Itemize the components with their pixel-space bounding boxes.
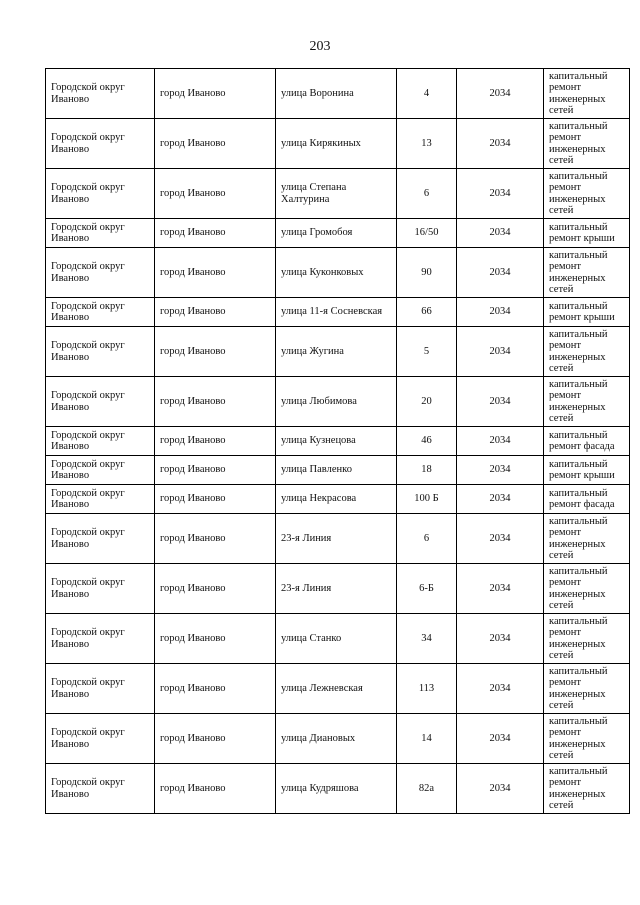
year-cell: 2034 (457, 169, 544, 219)
street-cell: 23-я Линия (276, 564, 397, 614)
street-cell: улица Диановых (276, 714, 397, 764)
page-number: 203 (309, 39, 331, 54)
municipality-cell: Городской округ Иваново (46, 427, 155, 456)
house-number-cell: 66 (397, 298, 457, 327)
year-cell: 2034 (457, 427, 544, 456)
repair-schedule-table (45, 68, 630, 814)
street-cell: улица Кузнецова (276, 427, 397, 456)
city-cell: город Иваново (155, 377, 276, 427)
table-row (46, 219, 630, 248)
city-cell: город Иваново (155, 664, 276, 714)
table-row (46, 248, 630, 298)
year-cell: 2034 (457, 664, 544, 714)
table-row (46, 614, 630, 664)
street-cell: улица Степана Халтурина (276, 169, 397, 219)
table-row (46, 664, 630, 714)
table-row (46, 564, 630, 614)
table-row (46, 327, 630, 377)
street-cell: улица Павленко (276, 456, 397, 485)
year-cell: 2034 (457, 564, 544, 614)
year-cell: 2034 (457, 69, 544, 119)
year-cell: 2034 (457, 714, 544, 764)
year-cell: 2034 (457, 219, 544, 248)
house-number-cell: 46 (397, 427, 457, 456)
work-type-cell: капитальный ремонт инженерных сетей (544, 119, 630, 169)
municipality-cell: Городской округ Иваново (46, 377, 155, 427)
table-body (46, 69, 630, 814)
city-cell: город Иваново (155, 714, 276, 764)
street-cell: улица 11-я Сосневская (276, 298, 397, 327)
city-cell: город Иваново (155, 427, 276, 456)
work-type-cell: капитальный ремонт инженерных сетей (544, 714, 630, 764)
municipality-cell: Городской округ Иваново (46, 169, 155, 219)
house-number-cell: 34 (397, 614, 457, 664)
street-cell: улица Некрасова (276, 485, 397, 514)
work-type-cell: капитальный ремонт фасада (544, 427, 630, 456)
city-cell: город Иваново (155, 327, 276, 377)
work-type-cell: капитальный ремонт инженерных сетей (544, 564, 630, 614)
house-number-cell: 5 (397, 327, 457, 377)
city-cell: город Иваново (155, 485, 276, 514)
house-number-cell: 113 (397, 664, 457, 714)
street-cell: улица Куконковых (276, 248, 397, 298)
year-cell: 2034 (457, 248, 544, 298)
year-cell: 2034 (457, 327, 544, 377)
city-cell: город Иваново (155, 764, 276, 814)
work-type-cell: капитальный ремонт инженерных сетей (544, 764, 630, 814)
year-cell: 2034 (457, 485, 544, 514)
table-row (46, 169, 630, 219)
table-row (46, 69, 630, 119)
table-row (46, 119, 630, 169)
street-cell: улица Жугина (276, 327, 397, 377)
house-number-cell: 6 (397, 514, 457, 564)
municipality-cell: Городской округ Иваново (46, 514, 155, 564)
work-type-cell: капитальный ремонт инженерных сетей (544, 614, 630, 664)
year-cell: 2034 (457, 298, 544, 327)
work-type-cell: капитальный ремонт инженерных сетей (544, 327, 630, 377)
work-type-cell: капитальный ремонт крыши (544, 219, 630, 248)
city-cell: город Иваново (155, 298, 276, 327)
table-row (46, 514, 630, 564)
municipality-cell: Городской округ Иваново (46, 564, 155, 614)
work-type-cell: капитальный ремонт крыши (544, 456, 630, 485)
municipality-cell: Городской округ Иваново (46, 456, 155, 485)
work-type-cell: капитальный ремонт фасада (544, 485, 630, 514)
work-type-cell: капитальный ремонт инженерных сетей (544, 169, 630, 219)
street-cell: улица Любимова (276, 377, 397, 427)
house-number-cell: 20 (397, 377, 457, 427)
house-number-cell: 18 (397, 456, 457, 485)
street-cell: улица Станко (276, 614, 397, 664)
municipality-cell: Городской округ Иваново (46, 69, 155, 119)
municipality-cell: Городской округ Иваново (46, 219, 155, 248)
house-number-cell: 13 (397, 119, 457, 169)
municipality-cell: Городской округ Иваново (46, 664, 155, 714)
street-cell: улица Кудряшова (276, 764, 397, 814)
table-row (46, 485, 630, 514)
city-cell: город Иваново (155, 69, 276, 119)
street-cell: 23-я Линия (276, 514, 397, 564)
year-cell: 2034 (457, 514, 544, 564)
work-type-cell: капитальный ремонт крыши (544, 298, 630, 327)
house-number-cell: 16/50 (397, 219, 457, 248)
street-cell: улица Громобоя (276, 219, 397, 248)
municipality-cell: Городской округ Иваново (46, 714, 155, 764)
house-number-cell: 90 (397, 248, 457, 298)
table-row (46, 377, 630, 427)
city-cell: город Иваново (155, 564, 276, 614)
municipality-cell: Городской округ Иваново (46, 485, 155, 514)
house-number-cell: 4 (397, 69, 457, 119)
municipality-cell: Городской округ Иваново (46, 764, 155, 814)
year-cell: 2034 (457, 377, 544, 427)
year-cell: 2034 (457, 764, 544, 814)
city-cell: город Иваново (155, 248, 276, 298)
city-cell: город Иваново (155, 119, 276, 169)
city-cell: город Иваново (155, 219, 276, 248)
municipality-cell: Городской округ Иваново (46, 327, 155, 377)
municipality-cell: Городской округ Иваново (46, 248, 155, 298)
work-type-cell: капитальный ремонт инженерных сетей (544, 664, 630, 714)
city-cell: город Иваново (155, 614, 276, 664)
table-row (46, 456, 630, 485)
table-row (46, 714, 630, 764)
house-number-cell: 14 (397, 714, 457, 764)
house-number-cell: 100 Б (397, 485, 457, 514)
year-cell: 2034 (457, 614, 544, 664)
year-cell: 2034 (457, 456, 544, 485)
house-number-cell: 6 (397, 169, 457, 219)
street-cell: улица Кирякиных (276, 119, 397, 169)
municipality-cell: Городской округ Иваново (46, 119, 155, 169)
city-cell: город Иваново (155, 514, 276, 564)
municipality-cell: Городской округ Иваново (46, 298, 155, 327)
work-type-cell: капитальный ремонт инженерных сетей (544, 377, 630, 427)
work-type-cell: капитальный ремонт инженерных сетей (544, 248, 630, 298)
year-cell: 2034 (457, 119, 544, 169)
house-number-cell: 82а (397, 764, 457, 814)
street-cell: улица Воронина (276, 69, 397, 119)
city-cell: город Иваново (155, 456, 276, 485)
street-cell: улица Лежневская (276, 664, 397, 714)
table-row (46, 427, 630, 456)
house-number-cell: 6-Б (397, 564, 457, 614)
city-cell: город Иваново (155, 169, 276, 219)
table-row (46, 298, 630, 327)
municipality-cell: Городской округ Иваново (46, 614, 155, 664)
table-row (46, 764, 630, 814)
work-type-cell: капитальный ремонт инженерных сетей (544, 514, 630, 564)
work-type-cell: капитальный ремонт инженерных сетей (544, 69, 630, 119)
